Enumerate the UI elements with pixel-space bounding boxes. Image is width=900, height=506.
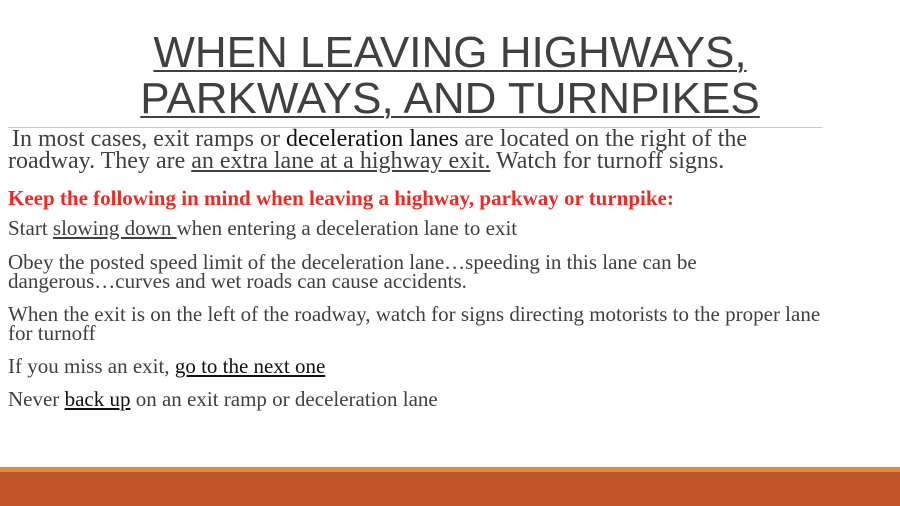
slide-title-line-2: PARKWAYS, AND TURNPIKES xyxy=(140,74,760,123)
intro-underlined-extra-lane: an extra lane at a highway exit. xyxy=(191,148,491,174)
section-heading: Keep the following in mind when leaving a highway, parkway or turnpike: xyxy=(8,186,674,210)
intro-paragraph xyxy=(8,128,747,172)
intro-text: In most cases, exit ramps or xyxy=(12,126,286,152)
intro-emphasis-deceleration-lanes: deceleration lanes xyxy=(285,126,459,152)
intro-line-2 xyxy=(8,150,747,172)
bullet-line: dangerous…curves and wet roads can cause accidents. xyxy=(8,269,467,293)
slide-title-line-1: WHEN LEAVING HIGHWAYS, xyxy=(153,28,747,77)
bullet-text: If you miss an exit, xyxy=(8,354,175,378)
bullet-left-exit xyxy=(8,302,821,345)
bullet-line: for turnoff xyxy=(8,321,96,345)
bullet-text: Start xyxy=(8,216,53,240)
bullet-underlined-back-up: back up xyxy=(64,387,131,411)
bullet-never-back-up xyxy=(8,387,438,411)
bullet-line: When the exit is on the left of the roadway, watch for signs directing motorists to the proper lane xyxy=(8,302,821,326)
intro-text: Watch for turnoff signs. xyxy=(490,148,725,174)
bullet-text: on an exit ramp or deceleration lane xyxy=(130,387,438,411)
footer-band xyxy=(0,472,900,506)
bullet-speed-limit xyxy=(8,250,697,293)
bullet-text: when entering a deceleration lane to exit xyxy=(176,216,518,240)
intro-line-1 xyxy=(8,128,747,150)
slide-title xyxy=(0,30,900,122)
bullet-missed-exit xyxy=(8,354,326,378)
intro-text: are located on the right of the xyxy=(458,126,748,152)
bullet-line: Obey the posted speed limit of the deceleration lane…speeding in this lane can be xyxy=(8,250,697,274)
intro-text: roadway. They are xyxy=(8,148,192,174)
bullet-underlined-next-one: go to the next one xyxy=(174,354,326,378)
bullet-slowing-down xyxy=(8,216,518,240)
bullet-underlined-slowing-down: slowing down xyxy=(52,216,177,240)
bullet-text: Never xyxy=(8,387,65,411)
